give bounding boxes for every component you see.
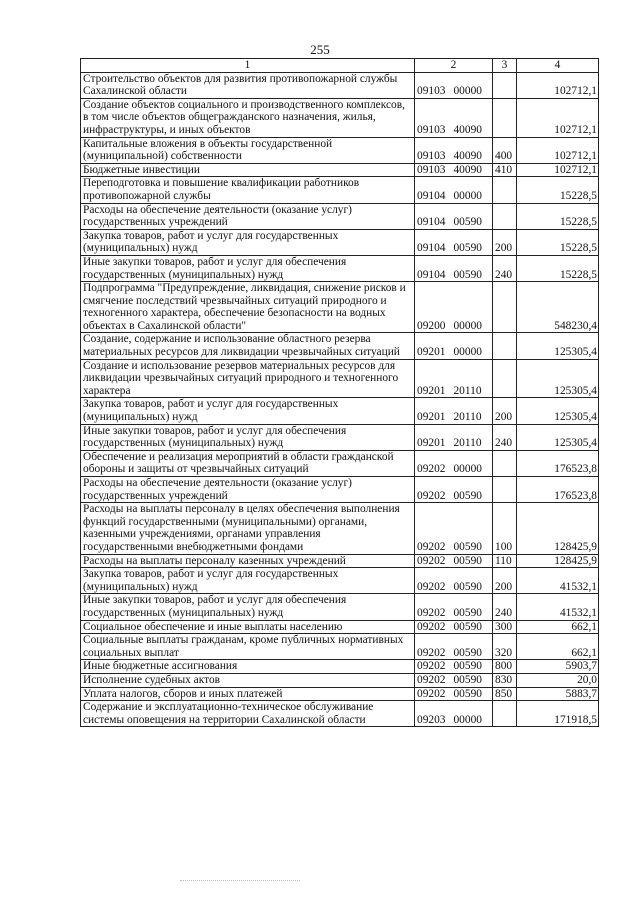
page-number: 255 <box>310 42 330 57</box>
table-row <box>81 450 599 476</box>
row-expense-type: 240 <box>493 255 517 281</box>
row-code <box>415 282 493 333</box>
table-row <box>81 177 599 203</box>
row-code-program: 09202 <box>417 580 446 593</box>
row-amount: 15228,5 <box>517 229 599 255</box>
row-expense-type: 200 <box>493 229 517 255</box>
row-code <box>415 687 493 701</box>
row-code-program: 09202 <box>417 489 446 502</box>
row-amount: 15228,5 <box>517 255 599 281</box>
table-row <box>81 255 599 281</box>
row-code-program: 09201 <box>417 346 446 359</box>
row-code <box>415 137 493 163</box>
table-row <box>81 701 599 727</box>
row-code-direction: 00590 <box>453 687 482 700</box>
row-amount: 662,1 <box>517 620 599 634</box>
row-code-program: 09202 <box>417 646 446 659</box>
row-code-program: 09202 <box>417 660 446 673</box>
row-description: Исполнение судебных актов <box>81 673 415 687</box>
row-code-program: 09103 <box>417 163 446 176</box>
row-code-direction: 00590 <box>453 216 482 229</box>
row-code-direction: 00590 <box>453 673 482 686</box>
table-body <box>81 59 599 727</box>
table-row <box>81 359 599 398</box>
row-expense-type: 110 <box>493 554 517 568</box>
row-expense-type: 100 <box>493 503 517 554</box>
table-row <box>81 72 599 98</box>
row-amount: 548230,4 <box>517 282 599 333</box>
row-expense-type <box>493 450 517 476</box>
row-code-program: 09202 <box>417 620 446 633</box>
row-description: Иные закупки товаров, работ и услуг для обеспечения государственных (муниципальных) нужд <box>81 594 415 620</box>
row-amount: 125305,4 <box>517 424 599 450</box>
row-code-direction: 00000 <box>453 346 482 359</box>
row-code <box>415 450 493 476</box>
table-row <box>81 620 599 634</box>
row-description: Закупка товаров, работ и услуг для государственных (муниципальных) нужд <box>81 398 415 424</box>
row-code-program: 09202 <box>417 606 446 619</box>
row-amount: 125305,4 <box>517 359 599 398</box>
row-amount: 20,0 <box>517 673 599 687</box>
row-code-direction: 40090 <box>453 123 482 136</box>
header-row <box>81 59 599 73</box>
row-amount: 171918,5 <box>517 701 599 727</box>
row-code-program: 09202 <box>417 673 446 686</box>
scan-artifact-line <box>180 880 300 882</box>
row-description: Обеспечение и реализация мероприятий в области гражданской обороны и защиты от чрезвычайных ситуаций <box>81 450 415 476</box>
row-code <box>415 177 493 203</box>
row-expense-type <box>493 701 517 727</box>
row-description: Иные закупки товаров, работ и услуг для обеспечения государственных (муниципальных) нужд <box>81 424 415 450</box>
row-code-program: 09202 <box>417 540 446 553</box>
row-code-program: 09203 <box>417 713 446 726</box>
row-amount: 128425,9 <box>517 503 599 554</box>
row-code-direction: 00590 <box>453 489 482 502</box>
row-code <box>415 673 493 687</box>
table-row <box>81 634 599 660</box>
row-description: Закупка товаров, работ и услуг для государственных (муниципальных) нужд <box>81 229 415 255</box>
row-amount: 125305,4 <box>517 398 599 424</box>
row-code <box>415 72 493 98</box>
row-expense-type <box>493 203 517 229</box>
table-row <box>81 554 599 568</box>
row-code-program: 09103 <box>417 123 446 136</box>
row-code <box>415 398 493 424</box>
row-code-direction: 40090 <box>453 163 482 176</box>
row-description: Содержание и эксплуатационно-техническое обслуживание системы оповещения на территории Сахалинской области <box>81 701 415 727</box>
row-code-program: 09201 <box>417 437 446 450</box>
row-description: Иные закупки товаров, работ и услуг для обеспечения государственных (муниципальных) нужд <box>81 255 415 281</box>
row-description: Уплата налогов, сборов и иных платежей <box>81 687 415 701</box>
row-code <box>415 229 493 255</box>
table-row <box>81 163 599 177</box>
row-expense-type <box>493 333 517 359</box>
row-amount: 176523,8 <box>517 450 599 476</box>
row-description: Строительство объектов для развития противопожарной службы Сахалинской области <box>81 72 415 98</box>
row-code <box>415 424 493 450</box>
row-description: Расходы на обеспечение деятельности (оказание услуг) государственных учреждений <box>81 477 415 503</box>
row-description: Подпрограмма "Предупреждение, ликвидация, снижение рисков и смягчение последствий чрезвычайных ситуаций природного и техногенного характера, обеспечение безопасности на водных объектах в Сахалинской области" <box>81 282 415 333</box>
row-expense-type <box>493 477 517 503</box>
row-code-direction: 00590 <box>453 554 482 567</box>
row-code <box>415 255 493 281</box>
table-row <box>81 282 599 333</box>
row-expense-type: 850 <box>493 687 517 701</box>
table-row <box>81 424 599 450</box>
row-expense-type <box>493 177 517 203</box>
row-amount: 125305,4 <box>517 333 599 359</box>
row-code-direction: 00590 <box>453 620 482 633</box>
row-expense-type: 410 <box>493 163 517 177</box>
row-expense-type <box>493 98 517 137</box>
row-code-program: 09104 <box>417 189 446 202</box>
row-code-direction: 00590 <box>453 580 482 593</box>
row-amount: 102712,1 <box>517 137 599 163</box>
row-code <box>415 554 493 568</box>
row-expense-type: 200 <box>493 568 517 594</box>
row-description: Расходы на обеспечение деятельности (оказание услуг) государственных учреждений <box>81 203 415 229</box>
row-code-direction: 00000 <box>453 189 482 202</box>
row-code <box>415 98 493 137</box>
row-code-direction: 20110 <box>453 411 482 424</box>
row-code-direction: 20110 <box>453 437 482 450</box>
table-row <box>81 594 599 620</box>
table-row <box>81 203 599 229</box>
row-code <box>415 594 493 620</box>
row-code-direction: 00590 <box>453 646 482 659</box>
table-row <box>81 503 599 554</box>
row-code-direction: 40090 <box>453 150 482 163</box>
row-description: Социальное обеспечение и иные выплаты населению <box>81 620 415 634</box>
header-col-1: 1 <box>81 59 415 73</box>
row-code-direction: 00000 <box>453 463 482 476</box>
row-code <box>415 333 493 359</box>
table-row <box>81 477 599 503</box>
row-amount: 128425,9 <box>517 554 599 568</box>
row-code-program: 09202 <box>417 554 446 567</box>
row-code-direction: 00590 <box>453 540 482 553</box>
row-code <box>415 568 493 594</box>
row-code <box>415 620 493 634</box>
row-description: Создание объектов социального и производственного комплексов, в том числе объектов общегражданского назначения, жилья, инфраструктуры, и иных объектов <box>81 98 415 137</box>
table-row <box>81 687 599 701</box>
row-expense-type: 320 <box>493 634 517 660</box>
table-row <box>81 229 599 255</box>
row-code <box>415 163 493 177</box>
table-row <box>81 660 599 674</box>
row-code-program: 09103 <box>417 150 446 163</box>
row-code-program: 09200 <box>417 319 446 332</box>
row-expense-type: 240 <box>493 424 517 450</box>
row-amount: 102712,1 <box>517 98 599 137</box>
row-code-direction: 00590 <box>453 268 482 281</box>
row-code-program: 09104 <box>417 216 446 229</box>
table-row <box>81 98 599 137</box>
row-amount: 102712,1 <box>517 72 599 98</box>
table-row <box>81 568 599 594</box>
row-code-program: 09201 <box>417 384 446 397</box>
row-amount: 15228,5 <box>517 177 599 203</box>
row-expense-type: 800 <box>493 660 517 674</box>
row-expense-type: 400 <box>493 137 517 163</box>
header-col-2: 2 <box>415 59 493 73</box>
row-amount: 41532,1 <box>517 568 599 594</box>
row-code-program: 09103 <box>417 85 446 98</box>
row-expense-type: 240 <box>493 594 517 620</box>
row-expense-type: 300 <box>493 620 517 634</box>
row-code-program: 09201 <box>417 411 446 424</box>
row-expense-type <box>493 282 517 333</box>
row-expense-type: 830 <box>493 673 517 687</box>
row-amount: 662,1 <box>517 634 599 660</box>
row-description: Социальные выплаты гражданам, кроме публичных нормативных социальных выплат <box>81 634 415 660</box>
row-amount: 102712,1 <box>517 163 599 177</box>
row-description: Закупка товаров, работ и услуг для государственных (муниципальных) нужд <box>81 568 415 594</box>
row-expense-type: 200 <box>493 398 517 424</box>
row-expense-type <box>493 72 517 98</box>
row-description: Расходы на выплаты персоналу в целях обеспечения выполнения функций государственными (муниципальными) органами, казенными учреждениями, органами управления государственными внебюджетными фондами <box>81 503 415 554</box>
row-code <box>415 477 493 503</box>
row-code-direction: 20110 <box>453 384 482 397</box>
row-description: Капитальные вложения в объекты государственной (муниципальной) собственности <box>81 137 415 163</box>
row-amount: 41532,1 <box>517 594 599 620</box>
row-code-direction: 00000 <box>453 319 482 332</box>
table-row <box>81 137 599 163</box>
row-code <box>415 701 493 727</box>
table-row <box>81 673 599 687</box>
row-description: Переподготовка и повышение квалификации работников противопожарной службы <box>81 177 415 203</box>
row-description: Создание и использование резервов материальных ресурсов для ликвидации чрезвычайных ситуаций природного и техногенного характера <box>81 359 415 398</box>
row-amount: 5903,7 <box>517 660 599 674</box>
row-code-program: 09202 <box>417 687 446 700</box>
row-description: Расходы на выплаты персоналу казенных учреждений <box>81 554 415 568</box>
row-amount: 15228,5 <box>517 203 599 229</box>
row-code <box>415 634 493 660</box>
row-code <box>415 203 493 229</box>
row-code <box>415 359 493 398</box>
row-expense-type <box>493 359 517 398</box>
row-amount: 176523,8 <box>517 477 599 503</box>
header-col-4: 4 <box>517 59 599 73</box>
row-code-direction: 00590 <box>453 242 482 255</box>
budget-table <box>80 58 599 727</box>
row-code <box>415 503 493 554</box>
row-code-direction: 00590 <box>453 606 482 619</box>
row-code <box>415 660 493 674</box>
table-row <box>81 333 599 359</box>
row-code-program: 09104 <box>417 242 446 255</box>
row-code-program: 09202 <box>417 463 446 476</box>
row-description: Бюджетные инвестиции <box>81 163 415 177</box>
row-code-direction: 00590 <box>453 660 482 673</box>
row-description: Создание, содержание и использование областного резерва материальных ресурсов для ликвидации чрезвычайных ситуаций <box>81 333 415 359</box>
header-col-3: 3 <box>493 59 517 73</box>
table-row <box>81 398 599 424</box>
row-amount: 5883,7 <box>517 687 599 701</box>
row-description: Иные бюджетные ассигнования <box>81 660 415 674</box>
row-code-direction: 00000 <box>453 85 482 98</box>
row-code-program: 09104 <box>417 268 446 281</box>
row-code-direction: 00000 <box>453 713 482 726</box>
